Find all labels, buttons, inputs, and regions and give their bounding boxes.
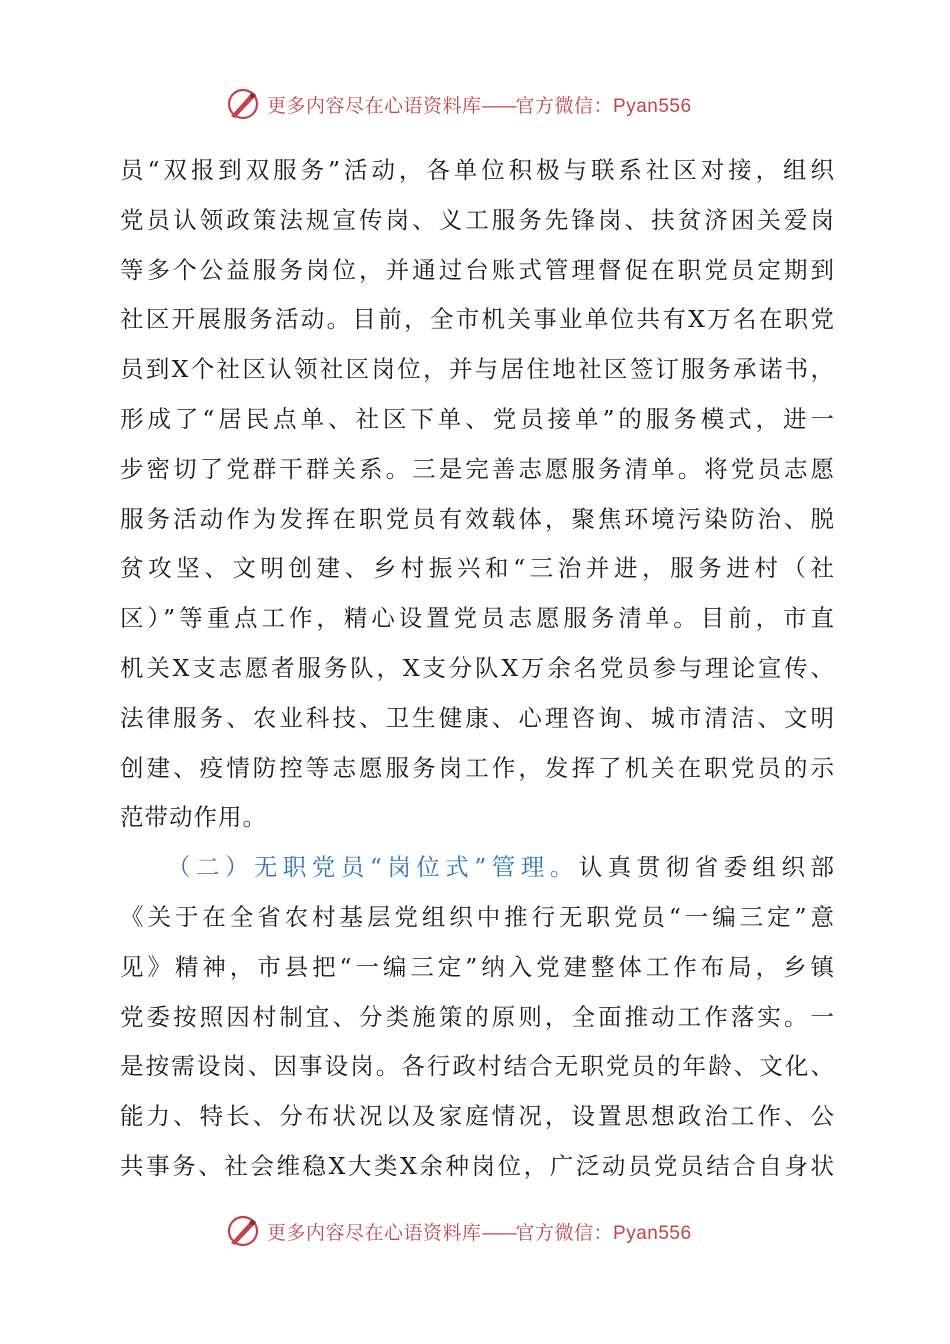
paragraph-line: 形成了“居民点单、社区下单、党员接单”的服务模式，进一 [120,404,835,433]
paragraph-line: 能力、特长、分布状况以及家庭情况，设置思想政治工作、公 [120,1102,835,1131]
paragraph-line: 区）”等重点工作，精心设置党员志愿服务清单。目前，市直 [120,604,835,633]
paragraph-line: 员到X个社区认领社区岗位，并与居住地社区签订服务承诺书， [120,355,835,384]
paragraph-line: 范带动作用。 [120,803,267,832]
paragraph-line: 员“双报到双服务”活动，各单位积极与联系社区对接，组织 [120,156,835,184]
paragraph-line: 见》精神，市县把“一编三定”纳入党建整体工作布局，乡镇 [120,952,835,981]
paragraph-line: 是按需设岗、因事设岗。各行政村结合无职党员的年龄、文化、 [120,1052,835,1081]
paragraph-line: 等多个公益服务岗位，并通过台账式管理督促在职党员定期到 [120,255,835,284]
pen-circle-logo-icon [225,86,261,122]
paragraph-line: 党委按照因村制宜、分类施策的原则，全面推动工作落实。一 [120,1002,835,1031]
section-heading: （二）无职党员“岗位式”管理。 [167,853,579,882]
paragraph-line: 贫攻坚、文明创建、乡村振兴和“三治并进，服务进村（社 [120,554,835,583]
paragraph-line: 机关X支志愿者服务队，X支分队X万余名党员参与理论宣传、 [120,653,835,682]
watermark-text: 更多内容尽在心语资料库——官方微信：Pyan556 [267,94,692,117]
watermark-footer [225,1211,745,1251]
paragraph-line: 共事务、社会维稳X大类X余种岗位，广泛动员党员结合自身状 [120,1151,835,1180]
section-heading-line [120,843,835,893]
pen-circle-logo-icon [225,1213,261,1249]
paragraph-line: 步密切了党群干群关系。三是完善志愿服务清单。将党员志愿 [120,454,835,483]
paragraph-line: 服务活动作为发挥在职党员有效载体，聚焦环境污染防治、脱 [120,504,835,533]
watermark-header [225,84,745,124]
watermark-text: 更多内容尽在心语资料库——官方微信：Pyan556 [267,1221,692,1244]
paragraph-line: 社区开展服务活动。目前，全市机关事业单位共有X万名在职党 [120,305,835,334]
paragraph-line: 创建、疫情防控等志愿服务岗工作，发挥了机关在职党员的示 [120,753,835,782]
paragraph-line: 法律服务、农业科技、卫生健康、心理咨询、城市清洁、文明 [120,703,835,732]
section-heading-rest: 认真贯彻省委组织部 [578,853,835,882]
paragraph-line: 《关于在全省农村基层党组织中推行无职党员“一编三定”意 [120,902,835,931]
document-body [120,146,835,1192]
paragraph-line: 党员认领政策法规宣传岗、义工服务先锋岗、扶贫济困关爱岗 [120,205,835,234]
